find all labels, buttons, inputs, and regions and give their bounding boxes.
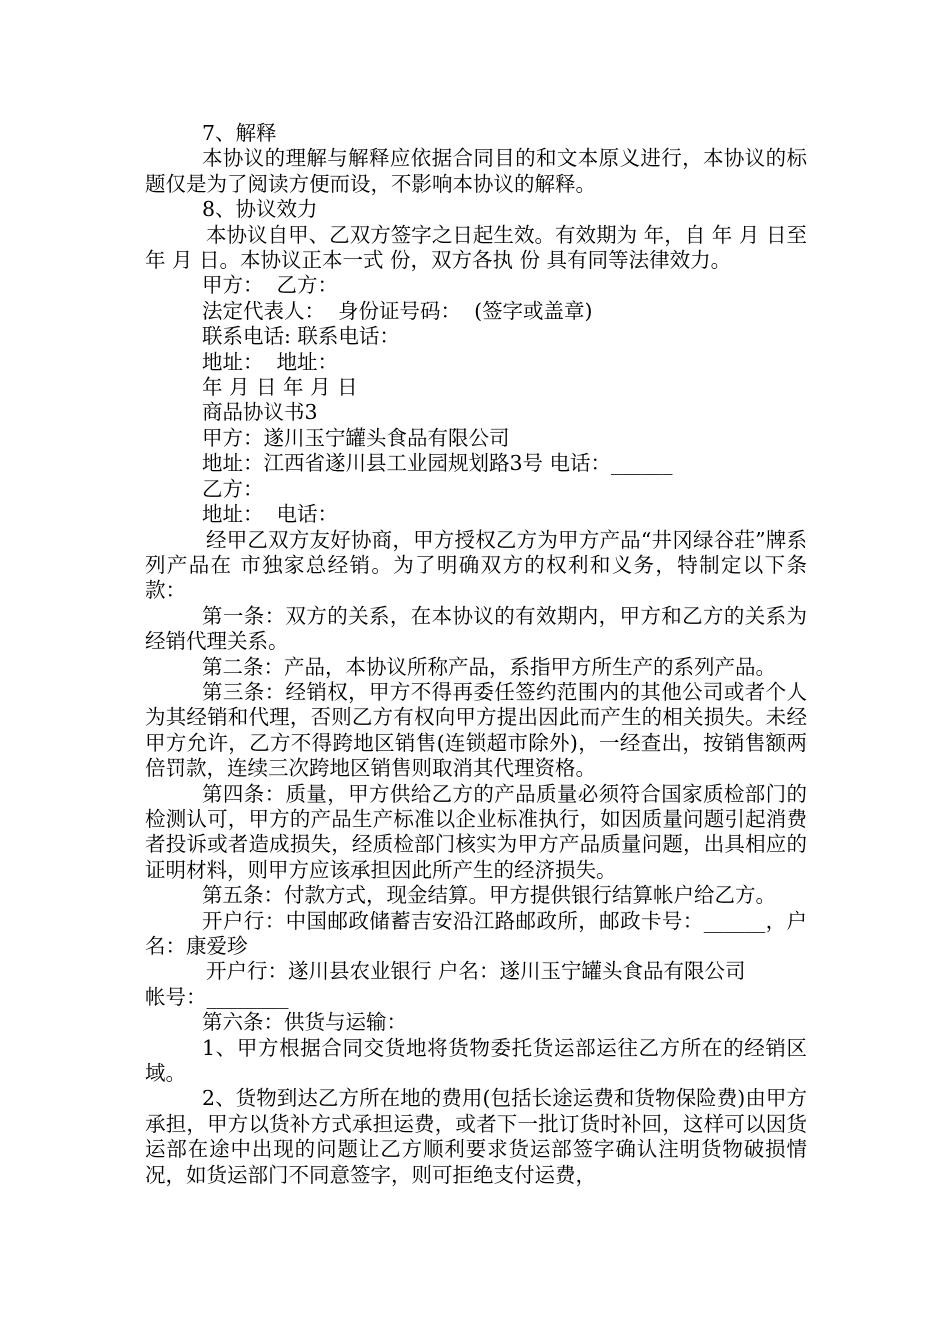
article-6-item-2: 2、货物到达乙方所在地的费用(包括长途运费和货物保险费)由甲方承担，甲方以货补方式承担运费，或者下一批订货时补回，这样可以因货运部在途中出现的问题让乙方顺利要求货运部签字确认注明货物破损情况，如货运部门不同意签字，则可拒绝支付运费， — [145, 1086, 807, 1187]
article-2: 第二条：产品，本协议所称产品，系指甲方所生产的系列产品。 — [202, 654, 776, 679]
party-b-name: 乙方： — [202, 476, 264, 501]
signature-parties: 甲方： 乙方： — [202, 273, 339, 298]
section-8-body: 本协议自甲、乙双方签字之日起生效。有效期为 年，自 年 月 日至 年 月 日。本协议正本一式 份，双方各执 份 具有同等法律效力。 — [145, 222, 814, 273]
section-8-heading: 8、协议效力 — [202, 197, 318, 222]
bank-account-1: 开户行：中国邮政储蓄吉安沿江路邮政所，邮政卡号：______，户名：康爱珍 — [145, 908, 807, 958]
signature-dates: 年 月 日 年 月 日 — [202, 375, 358, 400]
article-3: 第三条：经销权，甲方不得再委任签约范围内的其他公司或者个人为其经销和代理，否则乙方有权向甲方提出因此而产生的相关损失。未经甲方允许，乙方不得跨地区销售(连锁超市除外)，一经查出，按销售额两倍罚款，连续三次跨地区销售则取消其代理资格。 — [145, 679, 807, 781]
preamble: 经甲乙双方友好协商，甲方授权乙方为甲方产品“井冈绿谷荘”牌系列产品在 市独家总经销。为了明确双方的权利和义务，特制定以下条款： — [145, 527, 807, 603]
party-a-name: 甲方：遂川玉宁罐头食品有限公司 — [202, 425, 510, 450]
party-a-address: 地址：江西省遂川县工业园规划路3号 电话：______ — [202, 451, 673, 476]
article-1: 第一条：双方的关系，在本协议的有效期内，甲方和乙方的关系为经销代理关系。 — [145, 603, 807, 654]
signature-addresses: 地址： 地址： — [202, 349, 339, 374]
section-7-heading: 7、解释 — [202, 121, 277, 145]
party-b-address: 地址： 电话： — [202, 502, 339, 527]
article-6-heading: 第六条：供货与运输： — [202, 1010, 407, 1035]
agreement-3-title: 商品协议书3 — [202, 400, 318, 425]
bank-account-2: 开户行：遂川县农业银行 户名：遂川玉宁罐头食品有限公司 — [206, 959, 746, 984]
article-4: 第四条：质量，甲方供给乙方的产品质量必须符合国家质检部门的检测认可，甲方的产品生产标准以企业标准执行，如因质量问题引起消费者投诉或者造成损失，经质检部门核实为甲方产品质量问题，出具相应的证明材料，则甲方应该承担因此所产生的经济损失。 — [145, 781, 807, 882]
section-7-body: 本协议的理解与解释应依据合同目的和文本原义进行，本协议的标题仅是为了阅读方便而设，不影响本协议的解释。 — [145, 146, 807, 196]
article-5: 第五条：付款方式，现金结算。甲方提供银行结算帐户给乙方。 — [202, 883, 776, 908]
signature-phones: 联系电话: 联系电话： — [202, 324, 400, 349]
document-page — [145, 121, 814, 1188]
signature-representatives: 法定代表人： 身份证号码： (签字或盖章) — [202, 298, 593, 323]
article-6-item-1: 1、甲方根据合同交货地将货物委托货运部运往乙方所在的经销区域。 — [145, 1035, 807, 1086]
account-number: 帐号：________ — [145, 984, 289, 1009]
